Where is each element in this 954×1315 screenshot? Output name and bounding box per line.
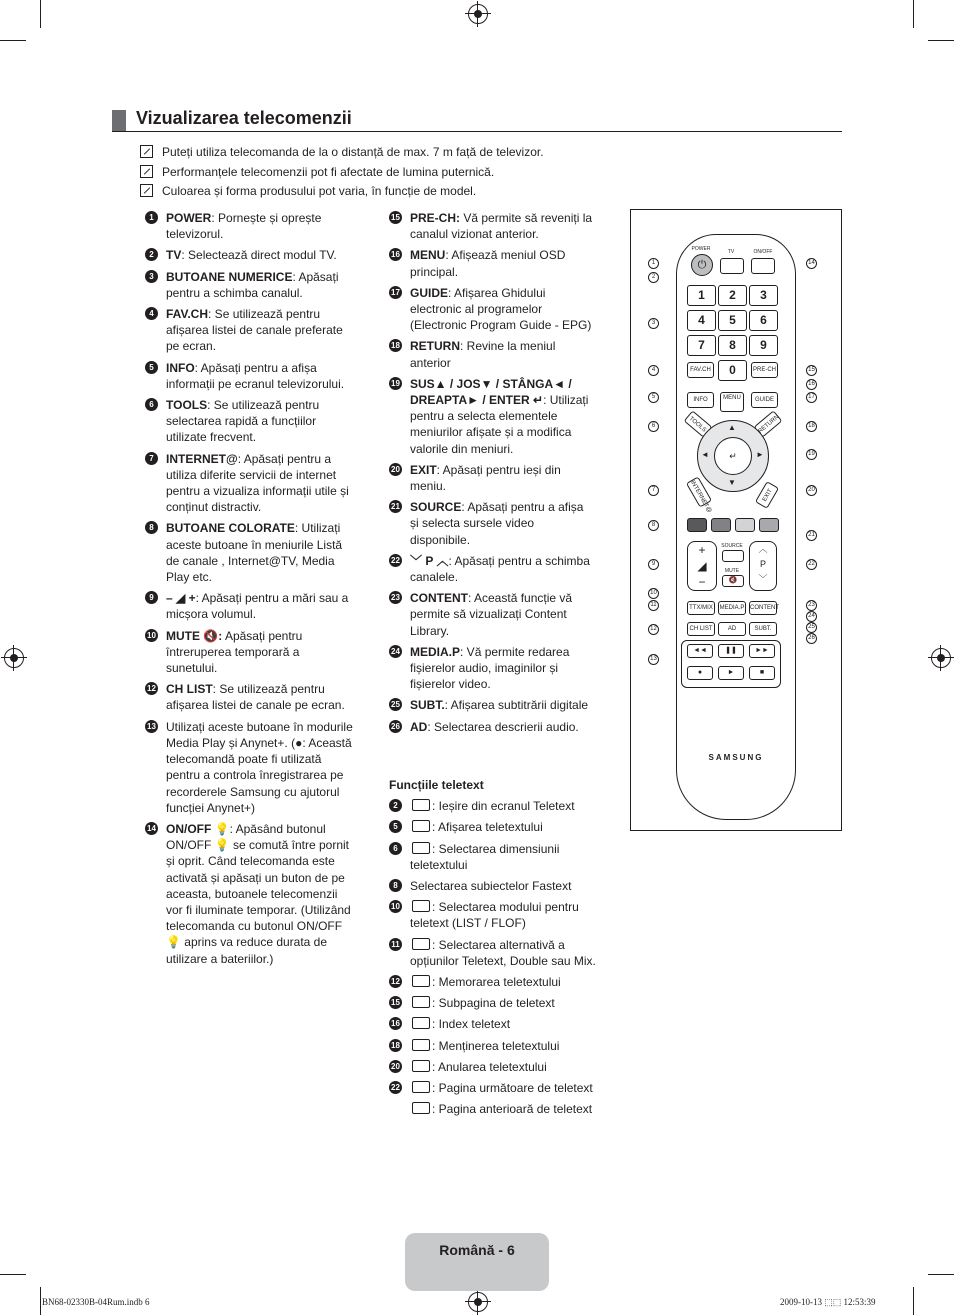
item-key: INTERNET@: [166, 451, 238, 466]
return-button[interactable]: RETURN: [754, 410, 783, 437]
item-text: Selectarea subiectelor Fastext: [410, 879, 572, 894]
info-button[interactable]: INFO: [687, 392, 714, 408]
item-number-badge: 5: [145, 361, 158, 374]
item-text: : Se utilizează pentru afișarea listei de canale pe ecran.: [166, 682, 345, 713]
item-key: MENU: [410, 248, 446, 263]
item-key: SOURCE: [410, 500, 462, 515]
digit-1-button[interactable]: 1: [687, 285, 716, 306]
crop-mark: [928, 1274, 954, 1275]
item-text: : Pagina următoare de teletext: [432, 1081, 593, 1096]
blue-button[interactable]: [759, 518, 779, 532]
item-number-badge: 22: [389, 554, 402, 567]
teletext-item: [389, 1059, 599, 1075]
callout-15: 15: [806, 365, 817, 376]
callout-10: 10: [648, 588, 659, 599]
item-text: : Subpagina de teletext: [432, 996, 555, 1011]
item-text: : Apăsați pentru a mări sau a micșora volumul.: [166, 591, 349, 622]
crop-mark: [0, 40, 26, 41]
digit-7-button[interactable]: 7: [687, 335, 716, 356]
digit-2-button[interactable]: 2: [718, 285, 747, 306]
note-icon: [140, 184, 153, 197]
item-text: : Afișarea subtitrării digitale: [444, 698, 589, 713]
volume-rocker[interactable]: + ◢ −: [687, 541, 717, 591]
crop-mark: [40, 1287, 41, 1315]
list-item: [389, 719, 595, 735]
list-item: [145, 360, 353, 392]
list-item: [389, 644, 595, 693]
item-text: : Index teletext: [432, 1017, 511, 1032]
item-key: – ◢ +: [166, 591, 196, 606]
teletext-button-icon: [412, 842, 430, 854]
item-text: : Selectarea descrierii audio.: [427, 719, 579, 734]
item-number-badge: 5: [389, 820, 402, 833]
item-key: ﹀ P ︿: [410, 553, 449, 568]
item-text: : Menținerea teletextului: [432, 1038, 560, 1053]
item-number-badge: 12: [389, 975, 402, 988]
item-number-badge: 10: [389, 900, 402, 913]
item-number-badge: 23: [389, 591, 402, 604]
item-text: : Pagina anterioară de teletext: [432, 1102, 593, 1117]
item-number-badge: 11: [389, 938, 402, 951]
prech-button[interactable]: PRE-CH: [751, 362, 778, 378]
crop-mark: [40, 0, 41, 28]
item-text: Utilizați aceste butoane în modurile Media Play și Anynet+. (●: Această telecomandă poate fi utilizată pentru a controla înregistrarea pe recorderele Samsung cu ajutorul funcției Anynet+): [166, 719, 353, 815]
item-number-badge: 26: [389, 720, 402, 733]
registration-mark-icon: [468, 4, 488, 24]
item-text: : Selectarea dimensiunii teletextului: [410, 841, 560, 872]
ad-button[interactable]: AD: [718, 622, 746, 636]
item-number-badge: 20: [389, 1060, 402, 1073]
item-text: : Memorarea teletextului: [432, 975, 561, 990]
callout-21: 21: [806, 530, 817, 541]
crop-mark: [928, 40, 954, 41]
item-text: : Apăsați pentru a schimba canalele.: [410, 553, 590, 585]
left-arrow-icon[interactable]: ◄: [701, 450, 709, 459]
list-item: [145, 590, 353, 622]
tools-button[interactable]: TOOLS: [684, 410, 713, 437]
teletext-button-icon: [412, 975, 430, 987]
onoff-label: ON/OFF: [753, 249, 773, 255]
list-item: [145, 397, 353, 446]
item-key: MEDIA.P: [410, 644, 461, 659]
callout-24: 24: [806, 611, 817, 622]
item-text: : Apăsați pentru a afișa și selecta sursele video disponibile.: [410, 500, 584, 547]
item-key: BUTOANE NUMERICE: [166, 269, 293, 284]
item-text: : Afișarea Ghidului electronic al programelor (Electronic Program Guide - EPG): [410, 285, 592, 333]
teletext-item: [389, 1038, 599, 1054]
callout-17: 17: [806, 392, 817, 403]
rewind-icon[interactable]: ◄◄: [687, 644, 713, 658]
item-key: TV: [166, 248, 182, 263]
teletext-button-icon: [412, 1060, 430, 1072]
callout-12: 12: [648, 624, 659, 635]
source-label: SOURCE: [721, 543, 743, 549]
item-text: : Apăsând butonul ON/OFF 💡 se comută între pornit și oprit. Când telecomanda este activată și apăsați un buton de pe aceasta, butoanele telecomenzii vor fi iluminate temporar. (Utilizând telecomanda cu butonul ON/OFF 💡 aprins va reduce durata de utilizare a bateriilor.): [166, 821, 351, 966]
item-key: CONTENT: [410, 591, 468, 606]
callout-3: 3: [648, 318, 659, 329]
digit-8-button[interactable]: 8: [718, 335, 747, 356]
list-item: [145, 719, 353, 816]
internet-button[interactable]: INTERNET@: [686, 476, 712, 507]
dpad[interactable]: [697, 420, 769, 492]
mute-icon[interactable]: 🔇: [722, 575, 744, 587]
remote-illustration: [676, 234, 796, 820]
button-list-col1: [145, 210, 353, 972]
item-key: TOOLS: [166, 398, 208, 413]
item-number-badge: 2: [389, 799, 402, 812]
teletext-item: [389, 841, 599, 873]
callout-11: 11: [648, 600, 659, 611]
item-text: : Revine la meniul anterior: [410, 339, 556, 370]
right-arrow-icon[interactable]: ►: [756, 450, 764, 459]
item-number-badge: 14: [145, 822, 158, 835]
callout-1: 1: [648, 258, 659, 269]
item-number-badge: 6: [145, 398, 158, 411]
item-number-badge: 13: [145, 720, 158, 733]
item-text: : Utilizați pentru a selecta elementele meniurilor afișate și a modifica valorile din meniuri.: [410, 393, 589, 456]
item-text: : Apăsați pentru ieși din meniu.: [410, 462, 561, 494]
item-number-badge: 4: [145, 307, 158, 320]
item-text: : Se utilizează pentru afișarea listei de canale preferate pe ecran.: [166, 307, 343, 354]
item-text: : Apăsați pentru a utiliza diferite servicii de internet pentru a vizualiza informații utile și conținut distractiv.: [166, 451, 349, 515]
teletext-item: [389, 1101, 599, 1117]
callout-18: 18: [806, 421, 817, 432]
item-number-badge: 6: [389, 842, 402, 855]
item-number-badge: 20: [389, 463, 402, 476]
teletext-list: [389, 798, 599, 1117]
slug-date: 2009-10-13 ⬚⬚ 12:53:39: [780, 1297, 876, 1307]
item-text: : Se utilizează pentru selectarea rapidă a funcțiilor utilizate frecvent.: [166, 398, 320, 445]
teletext-item: [389, 878, 599, 894]
teletext-button-icon: [412, 938, 430, 950]
teletext-button-icon: [412, 996, 430, 1008]
item-key: SUS▲ / JOS▼ / STÂNGA◄ / DREAPTA► / ENTER ↵: [410, 376, 572, 408]
menu-button[interactable]: MENU: [720, 392, 744, 412]
item-key: BUTOANE COLORATE: [166, 521, 295, 536]
item-text: : Selectează direct modul TV.: [181, 248, 337, 263]
item-number-badge: 7: [145, 452, 158, 465]
item-key: AD: [410, 719, 428, 734]
registration-mark-icon: [468, 1292, 488, 1312]
digit-3-button[interactable]: 3: [749, 285, 778, 306]
yellow-button[interactable]: [735, 518, 755, 532]
item-key: RETURN: [410, 339, 460, 354]
digit-9-button[interactable]: 9: [749, 335, 778, 356]
list-item: [389, 247, 595, 279]
item-number-badge: 25: [389, 698, 402, 711]
teletext-item: [389, 1080, 599, 1096]
item-key: MUTE 🔇:: [166, 628, 223, 643]
item-number-badge: 21: [389, 500, 402, 513]
green-button[interactable]: [711, 518, 731, 532]
source-button[interactable]: [722, 550, 744, 562]
note-icon: [140, 165, 153, 178]
fast-forward-icon[interactable]: ►►: [749, 644, 775, 658]
up-arrow-icon[interactable]: ▲: [728, 423, 736, 432]
digit-5-button[interactable]: 5: [718, 310, 747, 331]
item-key: ON/OFF 💡: [166, 821, 230, 836]
slug-file: BN68-02330B-04Rum.indb 6: [42, 1297, 150, 1307]
item-text: : Pornește și oprește televizorul.: [166, 211, 322, 242]
item-number-badge: 18: [389, 339, 402, 352]
callout-14: 14: [806, 258, 817, 269]
item-text: : Afișează meniul OSD principal.: [410, 248, 566, 279]
teletext-button-icon: [412, 820, 430, 832]
list-item: [389, 553, 595, 585]
item-text: : Ieșire din ecranul Teletext: [432, 799, 575, 814]
callout-20: 20: [806, 485, 817, 496]
callout-5: 5: [648, 392, 659, 403]
item-key: PRE-CH:: [410, 211, 460, 225]
list-item: [145, 306, 353, 355]
item-text: : Această funcție vă permite să vizualizați Content Library.: [410, 591, 573, 638]
item-text: : Vă permite redarea fișierelor audio, imaginilor și fișierelor video.: [410, 644, 570, 692]
item-number-badge: 18: [389, 1039, 402, 1052]
subt-button[interactable]: SUBT.: [749, 622, 777, 636]
teletext-button-icon: [412, 1081, 430, 1093]
list-item: [145, 628, 353, 677]
teletext-button-icon: [412, 799, 430, 811]
stop-icon[interactable]: ■: [749, 666, 775, 680]
power-icon[interactable]: ⏻: [691, 254, 713, 276]
item-text: : Utilizați aceste butoane în meniurile Listă de canale , Internet@TV, Media Play etc.: [166, 521, 343, 585]
chlist-button[interactable]: CH LIST: [687, 622, 715, 636]
callout-8: 8: [648, 520, 659, 531]
item-text: : Apăsați pentru a schimba canalul.: [166, 269, 339, 300]
item-number-badge: 8: [145, 521, 158, 534]
favch-button[interactable]: FAV.CH: [687, 362, 714, 378]
item-number-badge: 16: [389, 1017, 402, 1030]
teletext-item: [389, 798, 599, 814]
list-item: [389, 338, 595, 370]
callout-25: 25: [806, 622, 817, 633]
note-item: Puteți utiliza telecomanda de la o distanță de max. 7 m față de televizor.: [140, 145, 544, 159]
teletext-button-icon: [412, 1039, 430, 1051]
callout-6: 6: [648, 421, 659, 432]
item-key: POWER: [166, 211, 212, 225]
teletext-item: [389, 1016, 599, 1032]
item-number-badge: 22: [389, 1081, 402, 1094]
item-key: SUBT.: [410, 698, 445, 713]
item-key: INFO: [166, 360, 195, 375]
callout-4: 4: [648, 365, 659, 376]
ttx-mix-button[interactable]: TTX/MIX: [687, 601, 715, 615]
teletext-item: [389, 819, 599, 835]
content-button[interactable]: CONTENT: [749, 601, 777, 615]
channel-p-label: P: [759, 559, 766, 569]
callout-2: 2: [648, 272, 659, 283]
callout-23: 23: [806, 600, 817, 611]
list-item: [145, 269, 353, 301]
teletext-section: [389, 777, 599, 1122]
crop-mark: [0, 1274, 26, 1275]
crop-mark: [913, 0, 914, 28]
list-item: [389, 210, 595, 242]
registration-mark-icon: [931, 648, 951, 668]
teletext-heading: Funcțiile teletext: [389, 778, 484, 792]
teletext-button-icon: [412, 900, 430, 912]
pause-icon[interactable]: ❚❚: [718, 644, 744, 658]
list-item: [389, 697, 595, 713]
samsung-logo: SAMSUNG: [708, 753, 764, 762]
item-text: Apăsați pentru întreruperea temporară a sunetului.: [166, 628, 303, 676]
item-text: : Anularea teletextului: [432, 1059, 547, 1074]
mute-label: MUTE: [724, 568, 740, 574]
digit-0-button[interactable]: 0: [718, 360, 747, 381]
item-number-badge: 24: [389, 645, 402, 658]
item-number-badge: 1: [145, 211, 158, 224]
media-p-button[interactable]: MEDIA.P: [718, 601, 746, 615]
channel-rocker[interactable]: ︿ P ﹀: [749, 541, 777, 591]
item-number-badge: 16: [389, 248, 402, 261]
item-text: : Selectarea alternativă a opțiunilor Teletext, Double sau Mix.: [410, 937, 596, 968]
note-icon: [140, 145, 153, 158]
crop-mark: [913, 1287, 914, 1315]
item-key: GUIDE: [410, 285, 449, 300]
play-icon[interactable]: ►: [718, 666, 744, 680]
list-item: [389, 499, 595, 548]
list-item: [389, 285, 595, 334]
exit-button[interactable]: EXIT: [755, 481, 779, 509]
light-button[interactable]: [751, 258, 775, 274]
item-number-badge: 15: [389, 996, 402, 1009]
list-item: [145, 520, 353, 585]
item-text: Vă permite să reveniți la canalul vizionat anterior.: [410, 211, 593, 242]
item-number-badge: 2: [145, 248, 158, 261]
tv-button[interactable]: [720, 258, 744, 274]
item-number-badge: 19: [389, 377, 402, 390]
page-number: Română - 6: [439, 1242, 515, 1258]
list-item: [389, 590, 595, 639]
red-button[interactable]: [687, 518, 707, 532]
item-text: : Afișarea teletextului: [432, 820, 543, 835]
teletext-button-icon: [412, 1102, 430, 1114]
item-text: : Selectarea modului pentru teletext (LIST / FLOF): [410, 900, 579, 931]
teletext-item: [389, 974, 599, 990]
callout-13: 13: [648, 654, 659, 665]
guide-button[interactable]: GUIDE: [751, 392, 778, 408]
power-label: POWER: [691, 246, 711, 252]
list-item: [145, 247, 353, 263]
callout-22: 22: [806, 559, 817, 570]
item-key: FAV.CH: [166, 307, 209, 322]
down-arrow-icon[interactable]: ▼: [728, 478, 736, 487]
tv-label: TV: [727, 249, 735, 255]
button-list-col2: [389, 210, 595, 740]
digit-6-button[interactable]: 6: [749, 310, 778, 331]
callout-9: 9: [648, 559, 659, 570]
callout-16: 16: [806, 379, 817, 390]
registration-mark-icon: [4, 648, 24, 668]
item-number-badge: 15: [389, 211, 402, 224]
callout-7: 7: [648, 485, 659, 496]
note-item: Culoarea și forma produsului pot varia, în funcție de model.: [140, 184, 476, 198]
item-key: EXIT: [410, 462, 437, 477]
teletext-button-icon: [412, 1017, 430, 1029]
list-item: [389, 462, 595, 494]
list-item: [145, 821, 353, 967]
list-item: [145, 451, 353, 516]
item-number-badge: 12: [145, 682, 158, 695]
item-number-badge: 9: [145, 591, 158, 604]
title-rule: [112, 131, 842, 132]
digit-4-button[interactable]: 4: [687, 310, 716, 331]
record-icon[interactable]: ●: [687, 666, 713, 680]
teletext-item: [389, 937, 599, 969]
callout-19: 19: [806, 449, 817, 460]
callout-26: 26: [806, 633, 817, 644]
list-item: [389, 376, 595, 457]
list-item: [145, 210, 353, 242]
item-number-badge: 3: [145, 270, 158, 283]
note-item: Performanțele telecomenzii pot fi afectate de lumina puternică.: [140, 165, 494, 179]
item-number-badge: 10: [145, 629, 158, 642]
page-title: Vizualizarea telecomenzii: [136, 108, 352, 128]
teletext-item: [389, 899, 599, 931]
teletext-item: [389, 995, 599, 1011]
list-item: [145, 681, 353, 713]
title-bar-icon: [112, 110, 126, 132]
enter-icon[interactable]: ↵: [714, 437, 752, 475]
item-number-badge: 8: [389, 879, 402, 892]
item-number-badge: 17: [389, 286, 402, 299]
item-text: : Apăsați pentru a afișa informații pe ecranul televizorului.: [166, 360, 345, 391]
item-key: CH LIST: [166, 682, 213, 697]
